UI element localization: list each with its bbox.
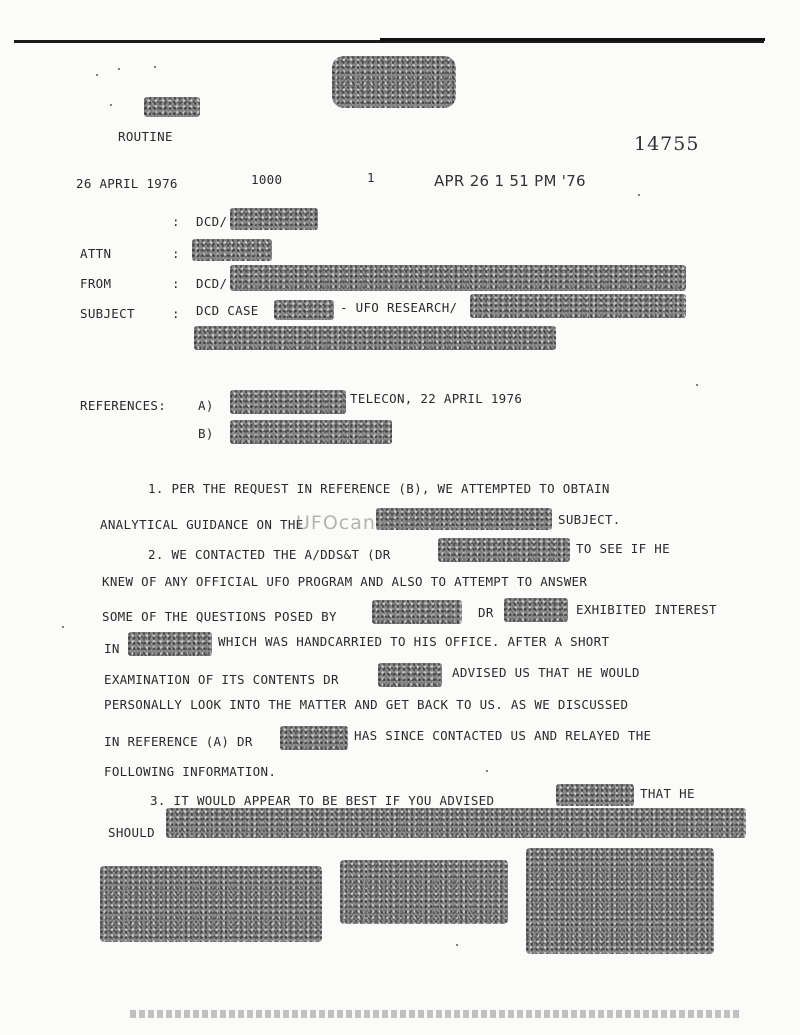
para3-line2: SHOULD xyxy=(108,825,155,840)
scan-speck xyxy=(110,104,112,106)
para3-line1b: THAT HE xyxy=(640,786,695,801)
scan-speck xyxy=(640,820,642,822)
redaction-header-left xyxy=(144,97,200,117)
scan-speck xyxy=(456,944,458,946)
subject-colon: : xyxy=(172,306,180,321)
scan-speck xyxy=(154,66,156,68)
redaction-attn xyxy=(192,239,272,261)
para2-line4a: IN xyxy=(104,641,120,656)
redaction-dr-name-3 xyxy=(280,726,348,750)
scan-speck xyxy=(62,626,64,628)
from-colon: : xyxy=(172,276,180,291)
routine-label: ROUTINE xyxy=(118,129,173,144)
subject-ufo-research: - UFO RESEARCH/ xyxy=(340,300,458,315)
para2-line5b: ADVISED US THAT HE WOULD xyxy=(452,665,640,680)
redaction-document-name xyxy=(128,632,212,656)
document-serial-number: 14755 xyxy=(634,133,700,155)
from-value: DCD/ xyxy=(196,276,228,291)
para2-line4b: WHICH WAS HANDCARRIED TO HIS OFFICE. AFTER A SHORT xyxy=(218,634,610,649)
para2-line7a: IN REFERENCE (A) DR xyxy=(104,734,253,749)
redaction-to xyxy=(230,208,318,230)
scan-speck xyxy=(638,194,640,196)
to-colon: : xyxy=(172,214,180,229)
scan-speck xyxy=(696,384,698,386)
from-label: FROM xyxy=(80,276,112,291)
para2-line3a: SOME OF THE QUESTIONS POSED BY xyxy=(102,609,337,624)
para3-line1a: 3. IT WOULD APPEAR TO BE BEST IF YOU ADVISED xyxy=(150,793,495,808)
redaction-from xyxy=(230,265,686,291)
document-date: 26 APRIL 1976 xyxy=(76,176,178,191)
top-scan-edge-dark xyxy=(380,38,765,41)
received-stamp: APR 26 1 51 PM '76 xyxy=(434,172,586,190)
page-number: 1 xyxy=(367,170,375,185)
subject-label: SUBJECT xyxy=(80,306,135,321)
scan-speck xyxy=(96,74,98,76)
redaction-posed-by xyxy=(372,600,462,624)
redaction-block-center xyxy=(340,860,508,924)
redaction-subject-line2 xyxy=(194,326,556,350)
scan-speck xyxy=(118,68,120,70)
references-label: REFERENCES: xyxy=(80,398,167,413)
para1-line2a: ANALYTICAL GUIDANCE ON THE xyxy=(100,517,304,532)
redaction-adds-t-name xyxy=(438,538,570,562)
ref-b-label: B) xyxy=(198,426,214,441)
redaction-block-left xyxy=(100,866,322,942)
para2-line5a: EXAMINATION OF ITS CONTENTS DR xyxy=(104,672,339,687)
para2-line3c: EXHIBITED INTEREST xyxy=(576,602,717,617)
redaction-dr-name-1 xyxy=(504,598,568,622)
para2-line1b: TO SEE IF HE xyxy=(576,541,670,556)
redaction-subject xyxy=(470,294,686,318)
redaction-block-right xyxy=(526,848,714,954)
to-value: DCD/ xyxy=(196,214,228,229)
redaction-should xyxy=(166,808,746,838)
scan-speck xyxy=(486,770,488,772)
para2-line7b: HAS SINCE CONTACTED US AND RELAYED THE xyxy=(354,728,652,743)
redaction-case-number xyxy=(274,300,334,320)
redaction-ref-b xyxy=(230,420,392,444)
para2-line6: PERSONALLY LOOK INTO THE MATTER AND GET BACK TO US. AS WE DISCUSSED xyxy=(104,697,629,712)
redaction-classification xyxy=(332,56,456,108)
subject-case: DCD CASE xyxy=(196,303,259,318)
para1-line1: 1. PER THE REQUEST IN REFERENCE (B), WE ATTEMPTED TO OBTAIN xyxy=(148,481,610,496)
document-time: 1000 xyxy=(251,172,283,187)
ufocans-watermark: UFOcans.com xyxy=(296,512,438,534)
para2-line2: KNEW OF ANY OFFICIAL UFO PROGRAM AND ALSO TO ATTEMPT TO ANSWER xyxy=(102,574,588,589)
para2-line3b: DR xyxy=(478,605,494,620)
redaction-dr-name-2 xyxy=(378,663,442,687)
para2-line1a: 2. WE CONTACTED THE A/DDS&T (DR xyxy=(148,547,391,562)
redaction-advised xyxy=(556,784,634,806)
attn-label: ATTN xyxy=(80,246,112,261)
attn-colon: : xyxy=(172,246,180,261)
para2-line8: FOLLOWING INFORMATION. xyxy=(104,764,277,779)
ref-a-label: A) xyxy=(198,398,214,413)
para1-line2b: SUBJECT. xyxy=(558,512,621,527)
redaction-ref-a xyxy=(230,390,346,414)
bottom-scan-noise xyxy=(130,1010,740,1018)
ref-a-text: TELECON, 22 APRIL 1976 xyxy=(350,391,523,406)
